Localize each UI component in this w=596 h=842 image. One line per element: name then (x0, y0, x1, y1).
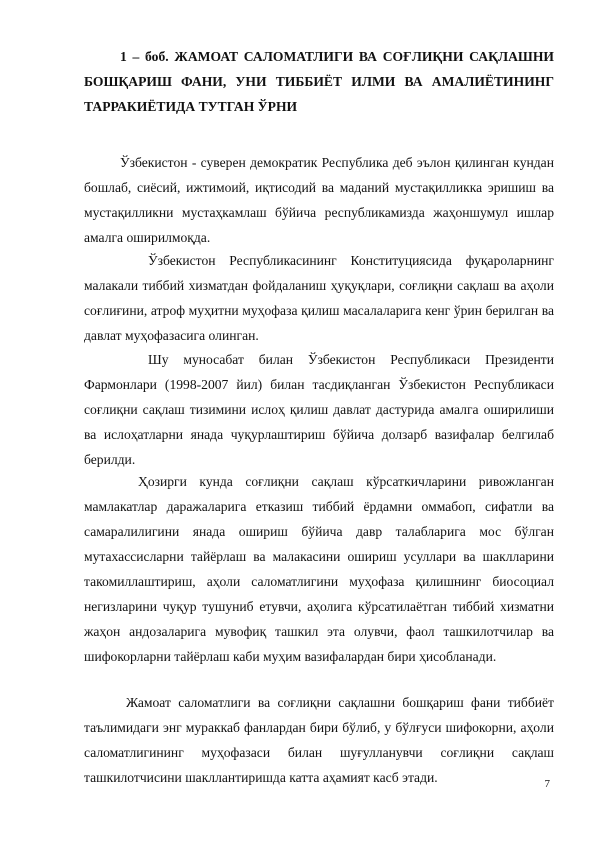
page-number: 7 (544, 778, 550, 790)
paragraph-4: Ҳозирги кунда соғлиқни сақлаш кўрсаткичларини ривожланган мамлакатлар даражаларига етказиш тиббий ёрдамни оммабоп, сифатли ва самаралилигини янада ошириш бўйича давр талабларига мос бўлган мутахассисларни тайёрлаш ва малакасини ошириш усуллари ва шаклларини такомиллаштириш, аҳоли саломатлигини муҳофаза қилишнинг биосоциал негизларини чуқур тушуниб етувчи, аҳолига кўрсатилаётган тиббий хизматни жаҳон андозаларига мувофиқ ташкил эта олувчи, фаол ташкилотчилар ва шифокорларни тайёрлаш каби муҳим вазифалардан бири ҳисобланади. (84, 474, 554, 664)
chapter-heading-text: 1 – боб. ЖАМОАТ САЛОМАТЛИГИ ВА СОҒЛИҚНИ САҚЛАШНИ БОШҚАРИШ ФАНИ, УНИ ТИББИЁТ ИЛМИ ВА АМАЛИЁТИНИНГ ТАРРАКИЁТИДА ТУТГАН ЎРНИ (84, 49, 554, 114)
paragraph-3: Шу муносабат билан Ўзбекистон Республикаси Президенти Фармонлари (1998-2007 йил) билан тасдиқланган Ўзбекистон Республикаси соғлиқни сақлаш тизимини ислоҳ қилиш давлат дастурида амалга оширилиши ва ислоҳатларни янада чуқурлаштириш бўйича долзарб вазифалар белгилаб берилди. (84, 352, 554, 467)
chapter-heading (84, 44, 554, 119)
paragraph-2: Ўзбекистон Республикасининг Конституциясида фуқароларнинг малакали тиббий хизматдан фойдаланиш ҳуқуқлари, соғлиқни сақлаш ва аҳоли соғлиғини, атроф муҳитни муҳофаза қилиш масалаларига кенг ўрин берилган ва давлат муҳофазасига олинган. (84, 253, 554, 343)
paragraph-1: Ўзбекистон - суверен демократик Республика деб эълон қилинган кундан бошлаб, сиёсий, ижтимоий, иқтисодий ва маданий мустақилликка эришиш ва мустақилликни мустаҳкамлаш бўйича республикамизда жаҳоншумул ишлар амалга оширилмоқда. (84, 155, 554, 245)
paragraph-5: Жамоат саломатлиги ва соғлиқни сақлашни бошқариш фани тиббиёт таълимидаги энг мураккаб фанлардан бири бўлиб, у бўлғуси шифокорни, аҳоли саломатлигининг муҳофазаси билан шуғулланувчи соғлиқни сақлаш ташкилотчисини шакллантиришда катта аҳамият касб этади. (84, 695, 554, 785)
